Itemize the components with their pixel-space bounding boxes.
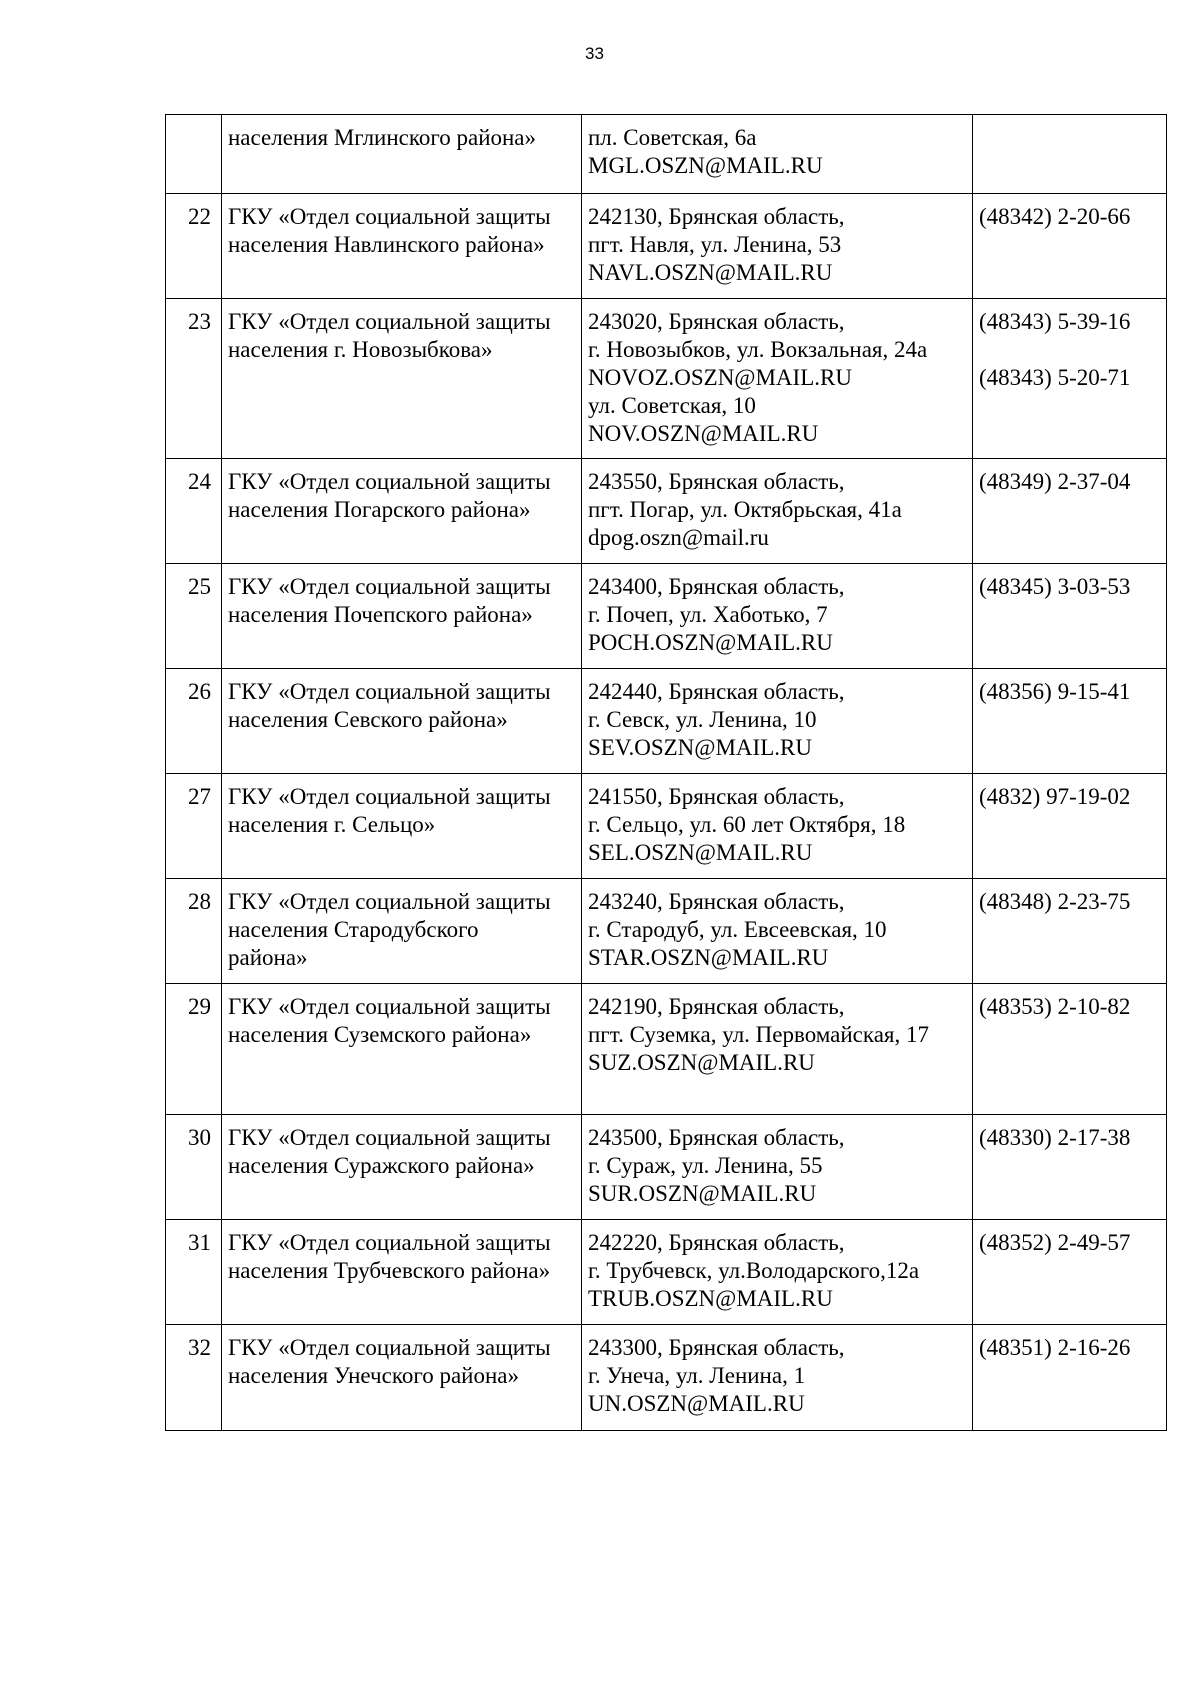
address-cell <box>582 1325 973 1431</box>
row-number: 32 <box>166 1325 222 1431</box>
row-number: 29 <box>166 984 222 1115</box>
organization-cell <box>222 194 582 299</box>
organization-line: населения Суземского района» <box>228 1022 532 1047</box>
row-number: 25 <box>166 564 222 669</box>
organization-line: населения Мглинского района» <box>228 125 537 150</box>
organization-cell <box>222 115 582 194</box>
row-number: 22 <box>166 194 222 299</box>
phone-cell <box>973 879 1167 984</box>
organization-line: ГКУ «Отдел социальной защиты <box>228 994 551 1019</box>
phone-line: (48352) 2-49-57 <box>979 1230 1131 1255</box>
address-line: 241550, Брянская область, <box>588 784 845 809</box>
address-cell <box>582 194 973 299</box>
phone-line: (48349) 2-37-04 <box>979 469 1131 494</box>
organization-line: ГКУ «Отдел социальной защиты <box>228 889 551 914</box>
address-line: dpog.oszn@mail.ru <box>588 525 769 550</box>
table-row <box>166 564 1167 669</box>
organization-line: ГКУ «Отдел социальной защиты <box>228 309 551 334</box>
row-number: 30 <box>166 1115 222 1220</box>
address-line: NAVL.OSZN@MAIL.RU <box>588 260 833 285</box>
address-cell <box>582 564 973 669</box>
page-number: 33 <box>585 44 604 63</box>
phone-cell <box>973 115 1167 194</box>
phone-line: (48348) 2-23-75 <box>979 889 1131 914</box>
address-cell <box>582 669 973 774</box>
address-line: ул. Советская, 10 <box>588 393 756 418</box>
address-cell <box>582 299 973 459</box>
phone-cell <box>973 194 1167 299</box>
address-line: г. Севск, ул. Ленина, 10 <box>588 707 817 732</box>
phone-line: (48343) 5-20-71 <box>979 365 1131 390</box>
phone-cell <box>973 1325 1167 1431</box>
phone-cell <box>973 1220 1167 1325</box>
row-number: 28 <box>166 879 222 984</box>
address-cell <box>582 984 973 1115</box>
row-number <box>166 115 222 194</box>
address-line: г. Трубчевск, ул.Володарского,12а <box>588 1258 920 1283</box>
contacts-table <box>165 114 1167 1431</box>
row-number: 31 <box>166 1220 222 1325</box>
address-line: г. Сураж, ул. Ленина, 55 <box>588 1153 823 1178</box>
organization-line: населения Навлинского района» <box>228 232 545 257</box>
phone-line: (48351) 2-16-26 <box>979 1335 1131 1360</box>
organization-cell <box>222 1115 582 1220</box>
address-line: SEV.OSZN@MAIL.RU <box>588 735 812 760</box>
organization-cell <box>222 1325 582 1431</box>
organization-line: ГКУ «Отдел социальной защиты <box>228 784 551 809</box>
address-line: 243020, Брянская область, <box>588 309 845 334</box>
address-line: TRUB.OSZN@MAIL.RU <box>588 1286 833 1311</box>
row-number: 24 <box>166 459 222 564</box>
phone-line: (48343) 5-39-16 <box>979 309 1131 334</box>
address-cell <box>582 774 973 879</box>
address-line: 242220, Брянская область, <box>588 1230 845 1255</box>
address-line: NOV.OSZN@MAIL.RU <box>588 421 819 446</box>
address-line: 243500, Брянская область, <box>588 1125 845 1150</box>
table-row <box>166 879 1167 984</box>
organization-line: ГКУ «Отдел социальной защиты <box>228 1230 551 1255</box>
organization-line: населения Севского района» <box>228 707 508 732</box>
organization-line: ГКУ «Отдел социальной защиты <box>228 574 551 599</box>
address-line: STAR.OSZN@MAIL.RU <box>588 945 829 970</box>
organization-cell <box>222 774 582 879</box>
table-row <box>166 774 1167 879</box>
organization-line: ГКУ «Отдел социальной защиты <box>228 204 551 229</box>
phone-cell <box>973 459 1167 564</box>
organization-cell <box>222 564 582 669</box>
phone-spacer <box>979 336 1160 364</box>
table-row <box>166 115 1167 194</box>
table-row <box>166 459 1167 564</box>
address-line: POCH.OSZN@MAIL.RU <box>588 630 833 655</box>
organization-line: ГКУ «Отдел социальной защиты <box>228 469 551 494</box>
row-number: 23 <box>166 299 222 459</box>
address-line: г. Унеча, ул. Ленина, 1 <box>588 1363 806 1388</box>
address-line: SEL.OSZN@MAIL.RU <box>588 840 813 865</box>
organization-line: ГКУ «Отдел социальной защиты <box>228 1125 551 1150</box>
organization-line: населения Суражского района» <box>228 1153 535 1178</box>
phone-cell <box>973 774 1167 879</box>
organization-cell <box>222 1220 582 1325</box>
address-line: г. Сельцо, ул. 60 лет Октября, 18 <box>588 812 906 837</box>
address-line: г. Почеп, ул. Хаботько, 7 <box>588 602 828 627</box>
phone-line: (48353) 2-10-82 <box>979 994 1131 1019</box>
phone-line: (4832) 97-19-02 <box>979 784 1131 809</box>
address-line: 243400, Брянская область, <box>588 574 845 599</box>
address-line: SUZ.OSZN@MAIL.RU <box>588 1050 815 1075</box>
address-line: 243240, Брянская область, <box>588 889 845 914</box>
organization-cell <box>222 879 582 984</box>
address-line: 242190, Брянская область, <box>588 994 845 1019</box>
contacts-table-body <box>166 115 1167 1431</box>
organization-line: населения Почепского района» <box>228 602 533 627</box>
phone-cell <box>973 1115 1167 1220</box>
address-line: MGL.OSZN@MAIL.RU <box>588 153 823 178</box>
address-line: пгт. Суземка, ул. Первомайская, 17 <box>588 1022 930 1047</box>
address-line: NOVOZ.OSZN@MAIL.RU <box>588 365 852 390</box>
organization-cell <box>222 984 582 1115</box>
address-line: 243550, Брянская область, <box>588 469 845 494</box>
address-cell <box>582 879 973 984</box>
organization-line: населения Стародубского <box>228 917 479 942</box>
organization-line: населения г. Новозыбкова» <box>228 337 493 362</box>
address-cell <box>582 1115 973 1220</box>
phone-line: (48345) 3-03-53 <box>979 574 1131 599</box>
table-row <box>166 1325 1167 1431</box>
address-line: UN.OSZN@MAIL.RU <box>588 1391 805 1416</box>
address-cell <box>582 459 973 564</box>
row-number: 26 <box>166 669 222 774</box>
phone-cell <box>973 669 1167 774</box>
row-number: 27 <box>166 774 222 879</box>
address-line: г. Новозыбков, ул. Вокзальная, 24а <box>588 337 928 362</box>
phone-cell <box>973 984 1167 1115</box>
address-line: 242440, Брянская область, <box>588 679 845 704</box>
address-line: 243300, Брянская область, <box>588 1335 845 1360</box>
table-row <box>166 669 1167 774</box>
table-row <box>166 299 1167 459</box>
organization-cell <box>222 669 582 774</box>
address-line: пл. Советская, 6а <box>588 125 757 150</box>
organization-line: населения г. Сельцо» <box>228 812 436 837</box>
organization-cell <box>222 299 582 459</box>
organization-line: населения Трубчевского района» <box>228 1258 551 1283</box>
address-line: SUR.OSZN@MAIL.RU <box>588 1181 817 1206</box>
phone-line: (48330) 2-17-38 <box>979 1125 1131 1150</box>
table-row <box>166 1220 1167 1325</box>
organization-line: населения Погарского района» <box>228 497 531 522</box>
organization-line: ГКУ «Отдел социальной защиты <box>228 679 551 704</box>
address-line: г. Стародуб, ул. Евсеевская, 10 <box>588 917 887 942</box>
table-row <box>166 194 1167 299</box>
address-line: пгт. Навля, ул. Ленина, 53 <box>588 232 842 257</box>
organization-cell <box>222 459 582 564</box>
address-line: пгт. Погар, ул. Октябрьская, 41а <box>588 497 902 522</box>
phone-line: (48342) 2-20-66 <box>979 204 1131 229</box>
phone-cell <box>973 564 1167 669</box>
address-cell <box>582 115 973 194</box>
phone-line: (48356) 9-15-41 <box>979 679 1131 704</box>
table-row <box>166 1115 1167 1220</box>
organization-line: населения Унечского района» <box>228 1363 519 1388</box>
address-line: 242130, Брянская область, <box>588 204 845 229</box>
organization-line: ГКУ «Отдел социальной защиты <box>228 1335 551 1360</box>
organization-line: района» <box>228 945 308 970</box>
table-row <box>166 984 1167 1115</box>
address-cell <box>582 1220 973 1325</box>
phone-cell <box>973 299 1167 459</box>
